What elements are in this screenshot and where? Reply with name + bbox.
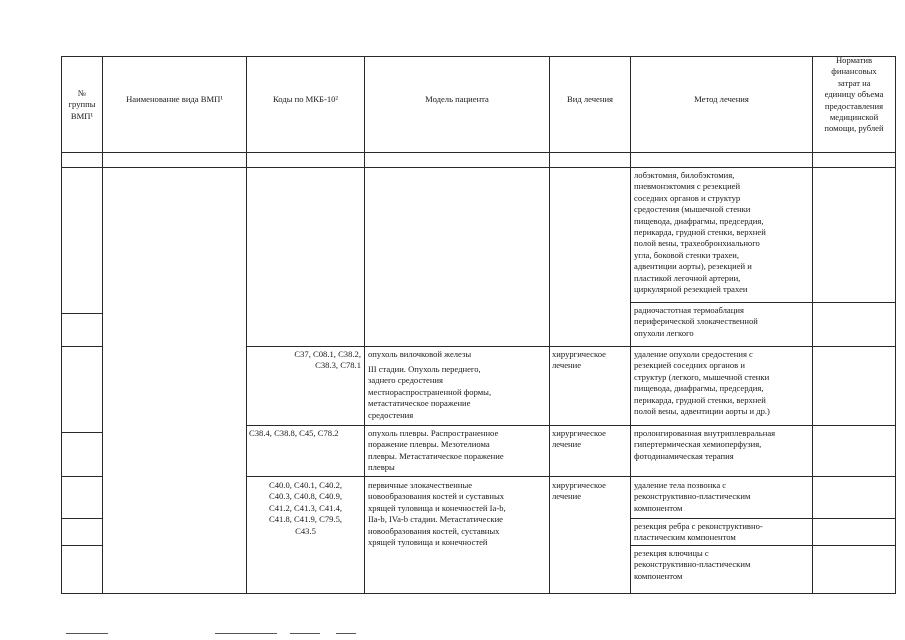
method-rfa: радиочастотная термоаблация периферической злокачественной опухоли легкого: [634, 305, 758, 338]
thymus-icd-codes: C37, C08.1, C38.2, C38.3, C78.1: [294, 349, 361, 371]
bone-icd-codes: C40.0, C40.1, C40.2, C40.3, C40.8, C40.9, C41.2, C41.3, C41.4, C41.8, C41.9, C79.5, C43.5: [268, 480, 343, 536]
column-border: [61, 56, 62, 594]
row-divider: [61, 476, 102, 477]
header-icd-codes: Коды по МКБ-10²: [272, 94, 339, 104]
footnote-line: [215, 633, 277, 634]
thymus-patient-model: III стадии. Опухоль переднего, заднего средостения местнораспространенной формы, метастатическое поражение средостения: [368, 364, 492, 420]
row-divider: [61, 545, 102, 546]
footnote-line: [336, 633, 356, 634]
pleura-treatment-type: хирургическое лечение: [552, 428, 606, 450]
column-border: [549, 56, 550, 594]
method-lobectomy: лобэктомия, билобэктомия, пневмонэктомия с резекцией соседних органов и структур средостения (мышечной стенки пищевода, диафрагмы, предсердия, перикарда, грудной стенки, верхней полой вены, трахеобронхиального угла, боковой стенки трахеи, адвентиции аорты), резекцией и пластикой легочной артерии, циркулярной резекцией трахеи: [634, 170, 766, 295]
number-row-bottom-border: [61, 167, 896, 168]
footnote-line: [290, 633, 320, 634]
row-divider: [630, 518, 896, 519]
header-patient-model: Модель пациента: [425, 94, 489, 104]
row-divider: [630, 302, 896, 303]
row-divider: [61, 313, 102, 314]
bone-patient-model: первичные злокачественные новообразования костей и суставных хрящей туловища и конечностей Ia-b, IIa-b, IVa-b стадии. Метастатические новообразования костей, суставных хрящей туловища и конечностей: [368, 480, 506, 548]
pleura-patient-model: опухоль плевры. Распространенное поражение плевры. Мезотелиома плевры. Метастатическое поражение плевры: [368, 428, 504, 473]
column-border: [364, 56, 365, 594]
row-divider: [246, 425, 896, 426]
header-treatment-type: Вид лечения: [566, 94, 614, 104]
bone-method-vertebra: удаление тела позвонка с реконструктивно-пластическим компонентом: [634, 480, 751, 513]
row-divider: [61, 432, 102, 433]
thymus-treatment-type: хирургическое лечение: [552, 349, 606, 371]
row-divider: [61, 518, 102, 519]
table-bottom-border: [61, 593, 896, 594]
pleura-icd-codes: C38.4, C38.8, C45, C78.2: [249, 428, 339, 438]
bone-method-clavicle: резекция ключицы с реконструктивно-пластическим компонентом: [634, 548, 751, 581]
bone-method-rib: резекция ребра с реконструктивно- пластическим компонентом: [634, 521, 763, 543]
column-border: [630, 56, 631, 594]
header-vmp-name: Наименование вида ВМП¹: [126, 94, 223, 104]
column-border: [102, 56, 103, 594]
footnote-line: [66, 633, 108, 634]
pleura-treatment-method: пролонгированная внутриплевральная гипертермическая хемиоперфузия, фотодинамическая терапия: [634, 428, 776, 461]
table-top-border: [61, 56, 896, 57]
thymus-treatment-method: удаление опухоли средостения с резекцией соседних органов и структур (легкого, мышечной стенки пищевода, диафрагмы, предсердия, перикарда, грудной стенки, верхней полой вены, адвентиции аорты и др.): [634, 349, 770, 417]
row-divider: [246, 346, 896, 347]
thymus-patient-model-line1: опухоль вилочковой железы: [368, 349, 472, 359]
header-group-number: № группы ВМП¹: [68, 88, 96, 121]
header-cost-standard: Норматив финансовых затрат на единицу объема предоставления медицинской помощи, рублей: [824, 55, 884, 134]
row-divider: [630, 545, 896, 546]
header-treatment-method: Метод лечения: [694, 94, 749, 104]
row-divider: [246, 476, 896, 477]
bone-treatment-type: хирургическое лечение: [552, 480, 606, 502]
header-bottom-border: [61, 152, 896, 153]
row-divider: [61, 346, 102, 347]
column-border: [895, 56, 896, 594]
column-border: [812, 56, 813, 594]
